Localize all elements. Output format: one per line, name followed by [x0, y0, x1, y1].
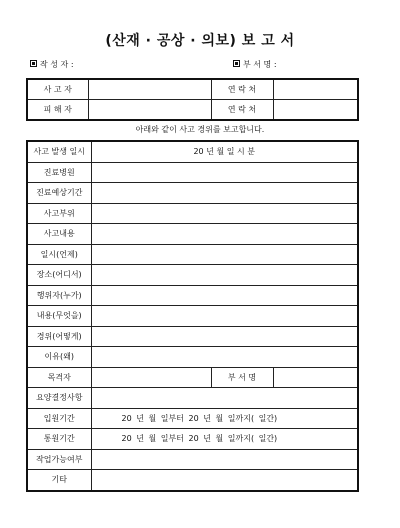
- actor-input[interactable]: [91, 285, 358, 306]
- report-table: [26, 140, 359, 492]
- what-label: 내용(무엇을): [27, 306, 91, 327]
- why-input[interactable]: [91, 347, 358, 368]
- other-label: 기타: [27, 470, 91, 491]
- table-row: [27, 285, 358, 306]
- hospitalization-input[interactable]: 20 년 월 일부터 20 년 월 일까지( 일간): [91, 408, 358, 429]
- author-label: 작 성 자 :: [40, 60, 74, 69]
- table-row: [27, 100, 358, 121]
- contact-input[interactable]: [273, 79, 358, 100]
- when-label: 일시(언제): [27, 244, 91, 265]
- table-row: [27, 203, 358, 224]
- table-row: [27, 183, 358, 204]
- notice-text: 아래와 같이 사고 경위를 보고합니다.: [135, 125, 265, 134]
- hospital-input[interactable]: [91, 162, 358, 183]
- work-ability-input[interactable]: [91, 449, 358, 470]
- table-row: [27, 162, 358, 183]
- outpatient-label: 통원기간: [27, 429, 91, 450]
- witness-label: 목격자: [27, 367, 91, 388]
- checkbox-icon: [233, 60, 240, 67]
- accident-person-input[interactable]: [88, 79, 211, 100]
- other-input[interactable]: [91, 470, 358, 491]
- table-row: [27, 265, 358, 286]
- datetime-input[interactable]: 20 년 월 일 시 분: [91, 141, 358, 162]
- victim-label: 피 해 자: [27, 100, 88, 121]
- table-row: [27, 388, 358, 409]
- accident-person-label: 사 고 자: [27, 79, 88, 100]
- table-row: [27, 244, 358, 265]
- department-label: 부 서 명 :: [243, 60, 277, 69]
- department-field: [233, 59, 277, 70]
- table-row: [27, 449, 358, 470]
- table-row: [27, 470, 358, 491]
- expected-period-input[interactable]: [91, 183, 358, 204]
- hospital-label: 진료병원: [27, 162, 91, 183]
- accident-content-label: 사고내용: [27, 224, 91, 245]
- table-row: [27, 326, 358, 347]
- care-decision-input[interactable]: [91, 388, 358, 409]
- table-row: [27, 367, 358, 388]
- where-input[interactable]: [91, 265, 358, 286]
- work-ability-label: 작업가능여부: [27, 449, 91, 470]
- witness-dept-label: 부 서 명: [211, 367, 273, 388]
- care-decision-label: 요양결정사항: [27, 388, 91, 409]
- table-row: [27, 224, 358, 245]
- table-row: [27, 306, 358, 327]
- outpatient-input[interactable]: 20 년 월 일부터 20 년 월 일까지( 일간): [91, 429, 358, 450]
- how-input[interactable]: [91, 326, 358, 347]
- contact-label: 연 락 처: [211, 79, 273, 100]
- witness-input[interactable]: [91, 367, 211, 388]
- accident-content-input[interactable]: [91, 224, 358, 245]
- actor-label: 행위자(누가): [27, 285, 91, 306]
- why-label: 이유(왜): [27, 347, 91, 368]
- injury-site-input[interactable]: [91, 203, 358, 224]
- where-label: 장소(어디서): [27, 265, 91, 286]
- table-row: [27, 141, 358, 162]
- hospitalization-label: 입원기간: [27, 408, 91, 429]
- when-input[interactable]: [91, 244, 358, 265]
- how-label: 경위(어떻게): [27, 326, 91, 347]
- form-title: (산재 · 공상 · 의보) 보 고 서: [105, 33, 295, 49]
- witness-dept-input[interactable]: [273, 367, 358, 388]
- checkbox-icon: [30, 60, 37, 67]
- what-input[interactable]: [91, 306, 358, 327]
- author-field: [30, 59, 74, 70]
- table-row: [27, 408, 358, 429]
- victim-input[interactable]: [88, 100, 211, 121]
- injury-site-label: 사고부위: [27, 203, 91, 224]
- contact-input[interactable]: [273, 100, 358, 121]
- expected-period-label: 진료예상기간: [27, 183, 91, 204]
- table-row: [27, 347, 358, 368]
- datetime-label: 사고 발생 일시: [27, 141, 91, 162]
- table-row: [27, 79, 358, 100]
- table-row: [27, 429, 358, 450]
- contact-label: 연 락 처: [211, 100, 273, 121]
- party-table: [26, 78, 359, 121]
